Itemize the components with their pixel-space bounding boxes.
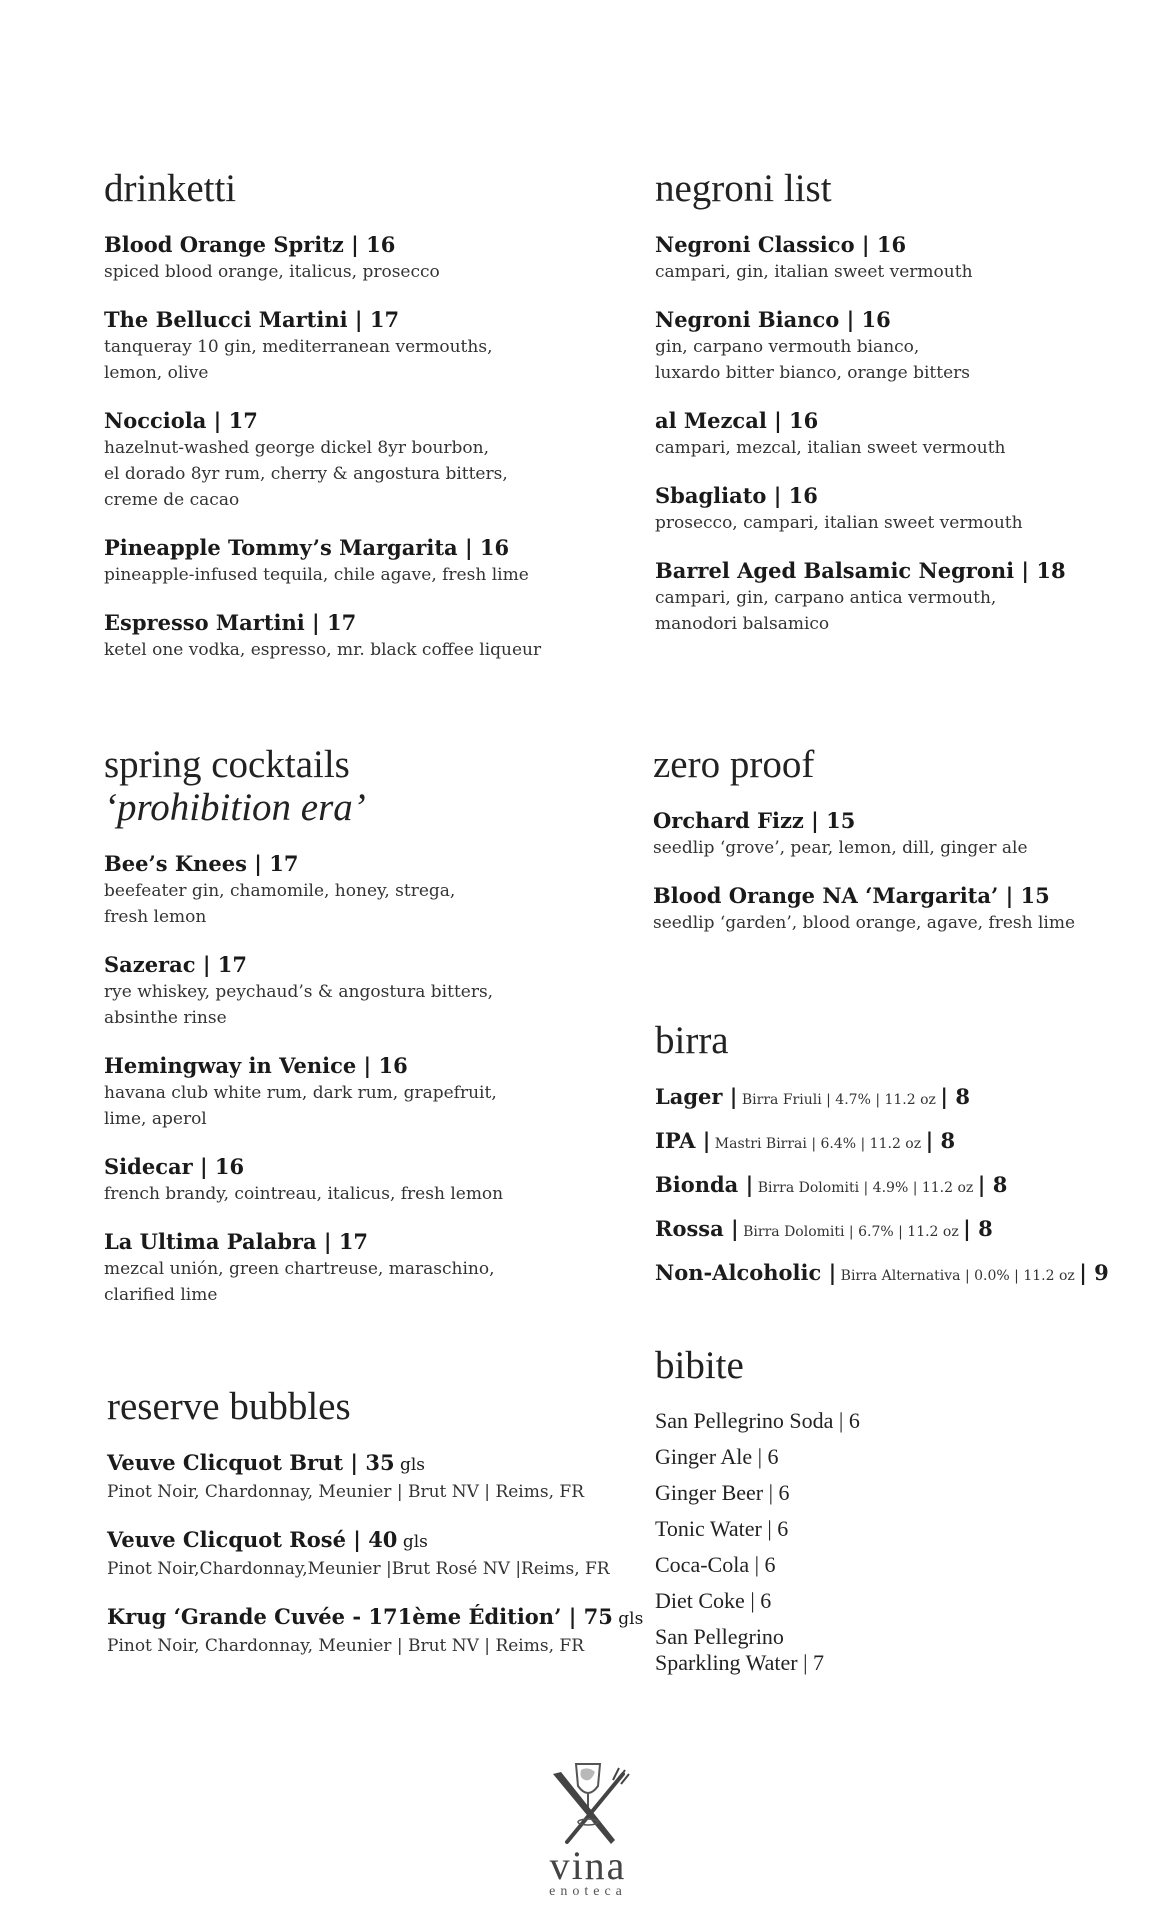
item-name: La Ultima Palabra | 17 [104,1228,369,1254]
item-description: pineapple-infused tequila, chile agave, fresh lime [104,564,529,585]
beer-detail: Birra Dolomiti | 4.9% | 11.2 oz [753,1179,978,1196]
menu-item [104,231,564,285]
section-spring-cocktails [104,744,564,1329]
beer-detail: Birra Dolomiti | 6.7% | 11.2 oz [738,1223,964,1240]
item-name: Espresso Martini | 17 [104,609,357,635]
beer-name: Non-Alcoholic | [655,1259,837,1285]
bibite-item: Coca-Cola | 6 [655,1551,776,1577]
beer-name: IPA | [655,1127,711,1153]
vina-logo [533,1760,643,1900]
item-description: Pinot Noir, Chardonnay, Meunier | Brut NV | Reims, FR [107,1481,584,1502]
menu-item [655,557,1135,637]
section-title-drinketti: drinketti [104,167,237,210]
menu-item [107,1603,644,1659]
item-name: Negroni Classico | 16 [655,231,907,257]
item-name [107,1603,644,1633]
beer-name: Lager | [655,1083,738,1109]
item-name: Bee’s Knees | 17 [104,850,299,876]
item-price-suffix: gls [394,1454,426,1475]
bibite-item: Tonic Water | 6 [655,1515,789,1541]
item-description: campari, mezcal, italian sweet vermouth [655,437,1006,458]
beer-row [655,1259,1155,1290]
menu-item [104,1052,564,1132]
item-description: mezcal unión, green chartreuse, maraschino, clarified lime [104,1258,495,1305]
section-title-birra: birra [655,1019,729,1062]
section-title-reserve: reserve bubbles [107,1385,351,1428]
beer-row [655,1083,1155,1114]
menu-item [655,231,1135,285]
item-description: beefeater gin, chamomile, honey, strega, fresh lemon [104,880,456,927]
item-name: Sbagliato | 16 [655,482,818,508]
menu-item [107,1449,627,1505]
menu-item [104,534,564,588]
item-name: The Bellucci Martini | 17 [104,306,400,332]
beer-row [655,1215,1155,1246]
item-description: seedlip ‘grove’, pear, lemon, dill, ginger ale [653,837,1028,858]
menu-item [104,1153,564,1207]
item-name-text: Veuve Clicquot Rosé | 40 [107,1526,398,1552]
item-name: Nocciola | 17 [104,407,258,433]
bibite-item: Ginger Beer | 6 [655,1479,790,1505]
menu-item [653,882,1133,936]
item-name-text: Veuve Clicquot Brut | 35 [107,1449,395,1475]
beer-detail: Birra Friuli | 4.7% | 11.2 oz [737,1091,941,1108]
beer-row [655,1127,1155,1158]
menu-item [653,807,1133,861]
item-name [107,1526,627,1556]
item-name: Hemingway in Venice | 16 [104,1052,408,1078]
item-description: rye whiskey, peychaud’s & angostura bitters, absinthe rinse [104,981,494,1028]
item-name: Negroni Bianco | 16 [655,306,891,332]
menu-item [104,1228,564,1308]
item-description: campari, gin, italian sweet vermouth [655,261,973,282]
menu-item [655,306,1135,386]
item-description: campari, gin, carpano antica vermouth, manodori balsamico [655,587,997,634]
item-description: Pinot Noir, Chardonnay, Meunier | Brut NV | Reims, FR [107,1635,584,1656]
item-description: french brandy, cointreau, italicus, fresh lemon [104,1183,504,1204]
menu-item [655,482,1135,536]
beer-detail: Mastri Birrai | 6.4% | 11.2 oz [710,1135,926,1152]
section-zero-proof [653,744,1133,957]
bibite-item: San Pellegrino Sparkling Water | 7 [655,1623,825,1675]
item-name: Barrel Aged Balsamic Negroni | 18 [655,557,1066,583]
item-description: tanqueray 10 gin, mediterranean vermouths, lemon, olive [104,336,493,383]
menu-item [655,407,1135,461]
item-description: ketel one vodka, espresso, mr. black coffee liqueur [104,639,542,660]
item-name [107,1449,627,1479]
beer-name: Bionda | [655,1171,754,1197]
item-name: Blood Orange NA ‘Margarita’ | 15 [653,882,1050,908]
item-name: Pineapple Tommy’s Margarita | 16 [104,534,510,560]
item-name: al Mezcal | 16 [655,407,819,433]
beer-row [655,1171,1155,1202]
item-description: havana club white rum, dark rum, grapefruit, lime, aperol [104,1082,497,1129]
section-bibite [655,1345,1115,1686]
section-reserve-bubbles [107,1385,644,1680]
menu-item [104,951,564,1031]
item-description: hazelnut-washed george dickel 8yr bourbon, el dorado 8yr rum, cherry & angostura bitters, creme de cacao [104,437,508,510]
section-subtitle: ‘prohibition era’ [104,785,366,829]
menu-item [104,609,564,663]
item-description: seedlip ‘garden’, blood orange, agave, fresh lime [653,912,1076,933]
item-description: gin, carpano vermouth bianco, luxardo bitter bianco, orange bitters [655,336,970,383]
beer-price: | 9 [1079,1259,1109,1285]
item-description: prosecco, campari, italian sweet vermouth [655,512,1023,533]
beer-price: | 8 [977,1171,1008,1197]
item-name: Sazerac | 17 [104,951,248,977]
menu-item [104,407,564,513]
beer-detail: Birra Alternativa | 0.0% | 11.2 oz [836,1267,1080,1284]
item-name-text: Krug ‘Grande Cuvée - 171ème Édition’ | 75 [107,1603,613,1629]
section-title-zero-proof: zero proof [653,743,815,786]
beer-price: | 8 [940,1083,970,1109]
item-description: Pinot Noir,Chardonnay,Meunier |Brut Rosé NV |Reims, FR [107,1558,610,1579]
section-title-spring [104,744,564,830]
item-price-suffix: gls [612,1608,644,1629]
menu-item [104,850,564,930]
beer-price: | 8 [925,1127,956,1153]
section-title-main: spring cocktails [104,743,350,786]
beer-price: | 8 [963,1215,993,1241]
bibite-item: San Pellegrino Soda | 6 [655,1407,860,1433]
item-name: Blood Orange Spritz | 16 [104,231,396,257]
wine-glass-cutlery-icon [543,1760,633,1848]
menu-item [104,306,564,386]
item-name: Sidecar | 16 [104,1153,245,1179]
logo-subtitle: enoteca [549,1884,627,1899]
bibite-item: Ginger Ale | 6 [655,1443,779,1469]
item-description: spiced blood orange, italicus, prosecco [104,261,440,282]
section-title-negroni: negroni list [655,167,832,210]
item-price-suffix: gls [397,1531,428,1552]
item-name: Orchard Fizz | 15 [653,807,856,833]
beer-name: Rossa | [655,1215,739,1241]
section-drinketti [104,168,564,684]
menu-item [107,1526,627,1582]
section-birra [655,1020,1155,1303]
bibite-item: Diet Coke | 6 [655,1587,772,1613]
section-negroni [655,168,1135,658]
section-title-bibite: bibite [655,1344,744,1387]
logo-wordmark: vina [549,1843,627,1888]
